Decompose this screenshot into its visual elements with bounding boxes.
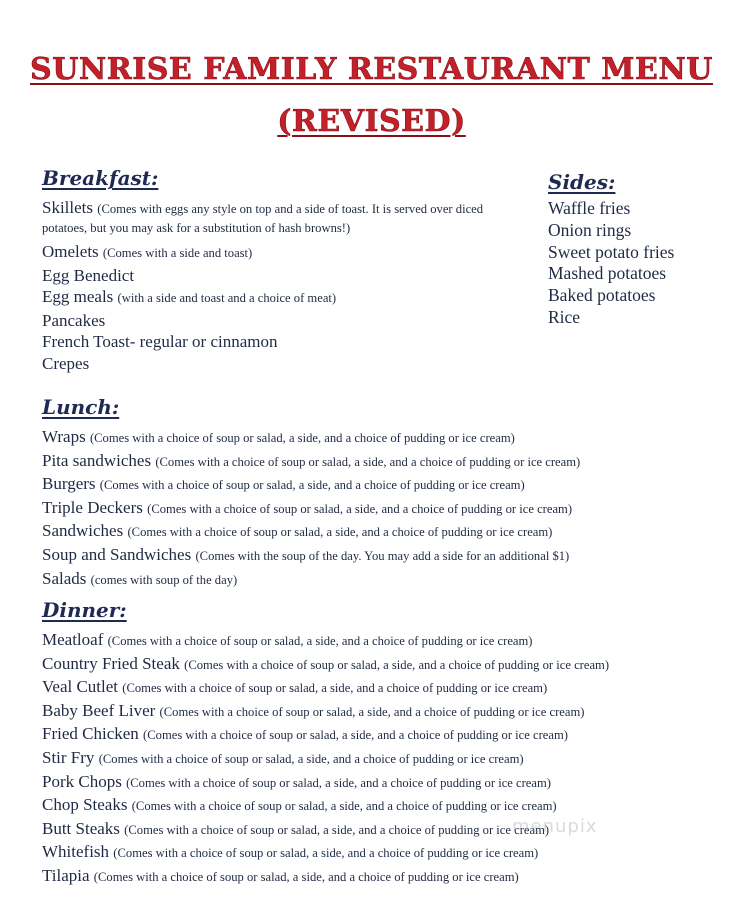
dinner-item	[42, 676, 609, 700]
lunch-item-note: (comes with soup of the day)	[90, 572, 238, 587]
lunch-item-note: (Comes with a choice of soup or salad, a side, and a choice of pudding or ice cream)	[127, 525, 553, 540]
dinner-item-note: (Comes with a choice of soup or salad, a side, and a choice of pudding or ice cream)	[122, 681, 548, 696]
sides-item: Onion rings	[548, 219, 632, 240]
sides-item: Waffle fries	[548, 198, 631, 218]
lunch-item	[42, 520, 580, 544]
breakfast-item-name: Egg Benedict	[42, 265, 135, 285]
breakfast-heading: Breakfast:	[42, 166, 159, 190]
lunch-item-name: Burgers	[42, 474, 96, 494]
lunch-item-note: (Comes with a choice of soup or salad, a side, and a choice of pudding or ice cream)	[89, 431, 515, 445]
dinner-item-name: Tilapia	[42, 865, 90, 885]
breakfast-item-name: Pancakes	[42, 310, 106, 330]
lunch-item-note: (Comes with a choice of soup or salad, a side, and a choice of pudding or ice cream)	[155, 454, 581, 469]
lunch-item-name: Sandwiches	[42, 521, 124, 541]
breakfast-item	[42, 353, 512, 375]
dinner-item-note: (Comes with a choice of soup or salad, a side, and a choice of pudding or ice cream)	[113, 846, 539, 861]
dinner-item	[42, 700, 609, 724]
dinner-item-note: (Comes with a choice of soup or salad, a side, and a choice of pudding or ice cream)	[98, 751, 524, 766]
dinner-item-note: (Comes with a choice of soup or salad, a side, and a choice of pudding or ice cream)	[159, 704, 585, 719]
breakfast-item	[42, 199, 512, 237]
watermark: menupix	[512, 816, 598, 837]
breakfast-item	[42, 241, 512, 265]
dinner-item-name: Veal Cutlet	[42, 677, 119, 697]
menu-title: SUNRISE FAMILY RESTAURANT MENU	[30, 52, 713, 87]
lunch-item-name: Pita sandwiches	[42, 450, 152, 470]
dinner-item-name: Country Fried Steak	[42, 653, 180, 673]
dinner-item	[42, 794, 609, 818]
dinner-item	[42, 865, 609, 889]
sides-item: Sweet potato fries	[548, 241, 675, 262]
dinner-item-name: Stir Fry	[42, 747, 95, 767]
lunch-item-note: (Comes with a choice of soup or salad, a side, and a choice of pudding or ice cream)	[147, 501, 573, 516]
breakfast-item	[42, 286, 512, 310]
breakfast-item	[42, 310, 512, 332]
lunch-item-name: Salads	[42, 568, 87, 588]
breakfast-item-name: Skillets	[42, 198, 94, 217]
dinner-item-note: (Comes with a choice of soup or salad, a side, and a choice of pudding or ice cream)	[107, 634, 533, 648]
dinner-item-note: (Comes with a choice of soup or salad, a side, and a choice of pudding or ice cream)	[124, 822, 550, 837]
dinner-item	[42, 747, 609, 771]
breakfast-list	[42, 199, 512, 375]
dinner-item-name: Whitefish	[42, 842, 110, 862]
dinner-item-name: Fried Chicken	[42, 724, 139, 744]
lunch-item	[42, 426, 580, 450]
breakfast-item	[42, 265, 512, 287]
breakfast-item-name: Egg meals	[42, 287, 114, 307]
dinner-item-note: (Comes with a choice of soup or salad, a side, and a choice of pudding or ice cream)	[143, 728, 568, 743]
lunch-heading: Lunch:	[42, 395, 120, 419]
dinner-item-note: (Comes with a choice of soup or salad, a side, and a choice of pudding or ice cream)	[126, 775, 551, 790]
dinner-item	[42, 723, 609, 747]
dinner-item	[42, 629, 609, 653]
dinner-item-name: Pork Chops	[42, 771, 122, 791]
breakfast-item-name: French Toast- regular or cinnamon	[42, 332, 278, 352]
breakfast-item-note: (Comes with a side and toast)	[102, 246, 253, 260]
breakfast-item-note: (Comes with eggs any style on top and a side of toast. It is served over diced potatoes, but you may ask for a substitution of hash browns!)	[42, 202, 484, 235]
dinner-item	[42, 841, 609, 865]
lunch-item	[42, 450, 580, 474]
lunch-item	[42, 568, 580, 592]
dinner-item-note: (Comes with a choice of soup or salad, a side, and a choice of pudding or ice cream)	[131, 799, 557, 814]
lunch-item-name: Soup and Sandwiches	[42, 544, 192, 564]
sides-list	[548, 198, 674, 329]
lunch-item	[42, 497, 580, 521]
lunch-item-note: (Comes with the soup of the day. You may add a side for an additional $1)	[195, 548, 570, 563]
lunch-item	[42, 544, 580, 568]
sides-item: Rice	[548, 306, 581, 327]
sides-item: Baked potatoes	[548, 285, 656, 306]
dinner-item	[42, 653, 609, 677]
dinner-item-note: (Comes with a choice of soup or salad, a side, and a choice of pudding or ice cream)	[93, 869, 519, 884]
breakfast-item-name: Omelets	[42, 242, 99, 261]
lunch-item	[42, 473, 580, 497]
lunch-list	[42, 426, 580, 591]
dinner-item-name: Butt Steaks	[42, 818, 120, 838]
menu-subtitle: (REVISED)	[277, 104, 466, 139]
sides-item: Mashed potatoes	[548, 263, 667, 284]
dinner-item	[42, 771, 609, 795]
lunch-item-note: (Comes with a choice of soup or salad, a side, and a choice of pudding or ice cream)	[99, 478, 525, 493]
breakfast-item-note: (with a side and toast and a choice of meat)	[117, 291, 337, 306]
dinner-item-name: Chop Steaks	[42, 795, 128, 815]
sides-heading: Sides:	[548, 170, 616, 194]
breakfast-item-name: Crepes	[42, 353, 90, 373]
dinner-item-name: Baby Beef Liver	[42, 700, 156, 720]
dinner-list	[42, 629, 609, 889]
breakfast-item	[42, 331, 512, 353]
dinner-heading: Dinner:	[42, 598, 127, 622]
lunch-item-name: Triple Deckers	[42, 497, 143, 517]
dinner-item-name: Meatloaf	[42, 630, 104, 649]
lunch-item-name: Wraps	[42, 427, 86, 446]
dinner-item-note: (Comes with a choice of soup or salad, a side, and a choice of pudding or ice cream)	[184, 657, 610, 672]
